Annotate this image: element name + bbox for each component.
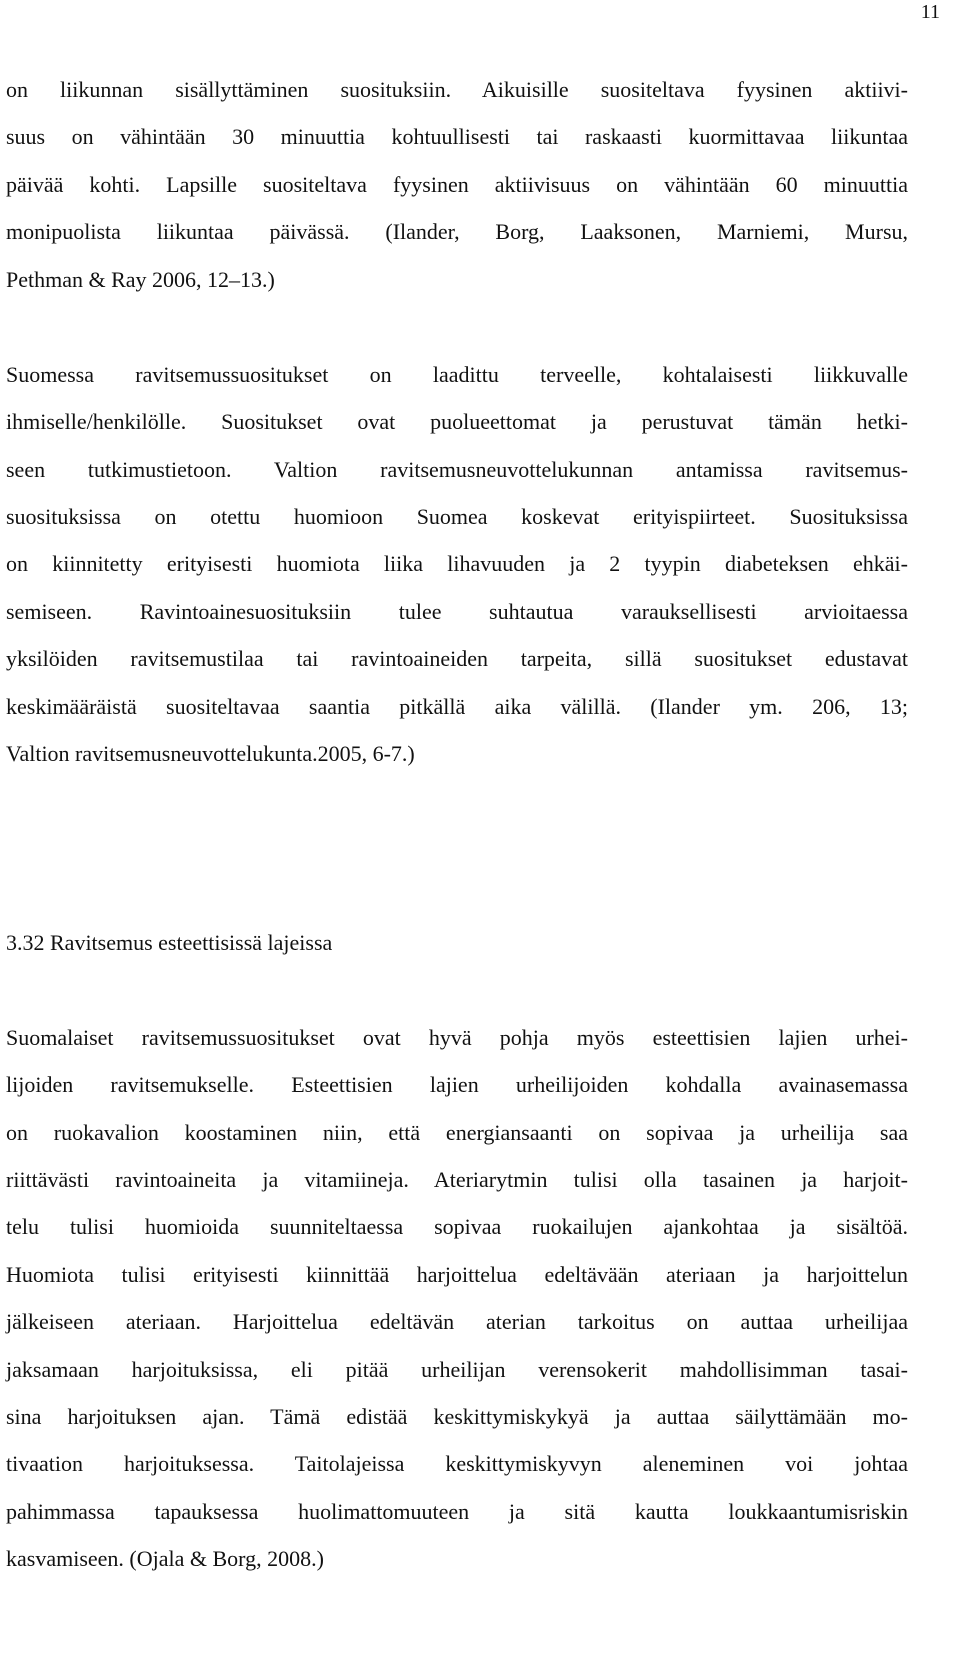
text-line: kasvamiseen. (Ojala & Borg, 2008.) xyxy=(6,1546,324,1571)
text-line: seen tutkimustietoon. Valtion ravitsemusneuvottelukunnan antamissa ravitsemus- xyxy=(6,457,908,482)
text-line: on liikunnan sisällyttäminen suosituksiin. Aikuisille suositeltava fyysinen aktiivi- xyxy=(6,77,908,102)
text-line: jaksamaan harjoituksissa, eli pitää urheilijan verensokerit mahdollisimman tasai- xyxy=(6,1357,908,1382)
text-line: semiseen. Ravintoainesuosituksiin tulee suhtautua varauksellisesti arvioitaessa xyxy=(6,599,908,624)
text-line: tivaation harjoituksessa. Taitolajeissa keskittymiskyvyn aleneminen voi johtaa xyxy=(6,1451,908,1476)
text-line: on kiinnitetty erityisesti huomiota liika lihavuuden ja 2 tyypin diabeteksen ehkäi- xyxy=(6,551,908,576)
text-line: sina harjoituksen ajan. Tämä edistää keskittymiskykyä ja auttaa säilyttämään mo- xyxy=(6,1404,908,1429)
text-line: Pethman & Ray 2006, 12–13.) xyxy=(6,267,275,292)
text-line: Suomalaiset ravitsemussuositukset ovat hyvä pohja myös esteettisien lajien urhei- xyxy=(6,1025,908,1050)
text-line: on ruokavalion koostaminen niin, että energiansaanti on sopivaa ja urheilija saa xyxy=(6,1120,908,1145)
text-line: keskimääräistä suositeltavaa saantia pitkällä aika välillä. (Ilander ym. 206, 13; xyxy=(6,694,908,719)
page-number: 11 xyxy=(920,1,940,23)
text-line: ihmiselle/henkilölle. Suositukset ovat puolueettomat ja perustuvat tämän hetki- xyxy=(6,409,908,434)
text-line: monipuolista liikuntaa päivässä. (Ilander, Borg, Laaksonen, Marniemi, Mursu, xyxy=(6,219,908,244)
text-line: pahimmassa tapauksessa huolimattomuuteen ja sitä kautta loukkaantumisriskin xyxy=(6,1499,908,1524)
text-line: Valtion ravitsemusneuvottelukunta.2005, 6-7.) xyxy=(6,741,415,766)
text-line: suosituksissa on otettu huomioon Suomea koskevat erityispiirteet. Suosituksissa xyxy=(6,504,908,529)
text-line: suus on vähintään 30 minuuttia kohtuullisesti tai raskaasti kuormittavaa liikuntaa xyxy=(6,124,908,149)
text-line: riittävästi ravintoaineita ja vitamiineja. Ateriarytmin tulisi olla tasainen ja harjoit- xyxy=(6,1167,908,1192)
text-line: telu tulisi huomioida suunniteltaessa sopivaa ruokailujen ajankohtaa ja sisältöä. xyxy=(6,1214,908,1239)
text-line: yksilöiden ravitsemustilaa tai ravintoaineiden tarpeita, sillä suositukset edustavat xyxy=(6,646,908,671)
section-heading: 3.32 Ravitsemus esteettisissä lajeissa xyxy=(6,930,333,955)
text-line: lijoiden ravitsemukselle. Esteettisien lajien urheilijoiden kohdalla avainasemassa xyxy=(6,1072,908,1097)
text-line: Suomessa ravitsemussuositukset on laadittu terveelle, kohtalaisesti liikkuvalle xyxy=(6,362,908,387)
text-line: Huomiota tulisi erityisesti kiinnittää harjoittelua edeltävään ateriaan ja harjoittelun xyxy=(6,1262,908,1287)
text-line: päivää kohti. Lapsille suositeltava fyysinen aktiivisuus on vähintään 60 minuuttia xyxy=(6,172,908,197)
text-line: jälkeiseen ateriaan. Harjoittelua edeltävän aterian tarkoitus on auttaa urheilijaa xyxy=(6,1309,908,1334)
